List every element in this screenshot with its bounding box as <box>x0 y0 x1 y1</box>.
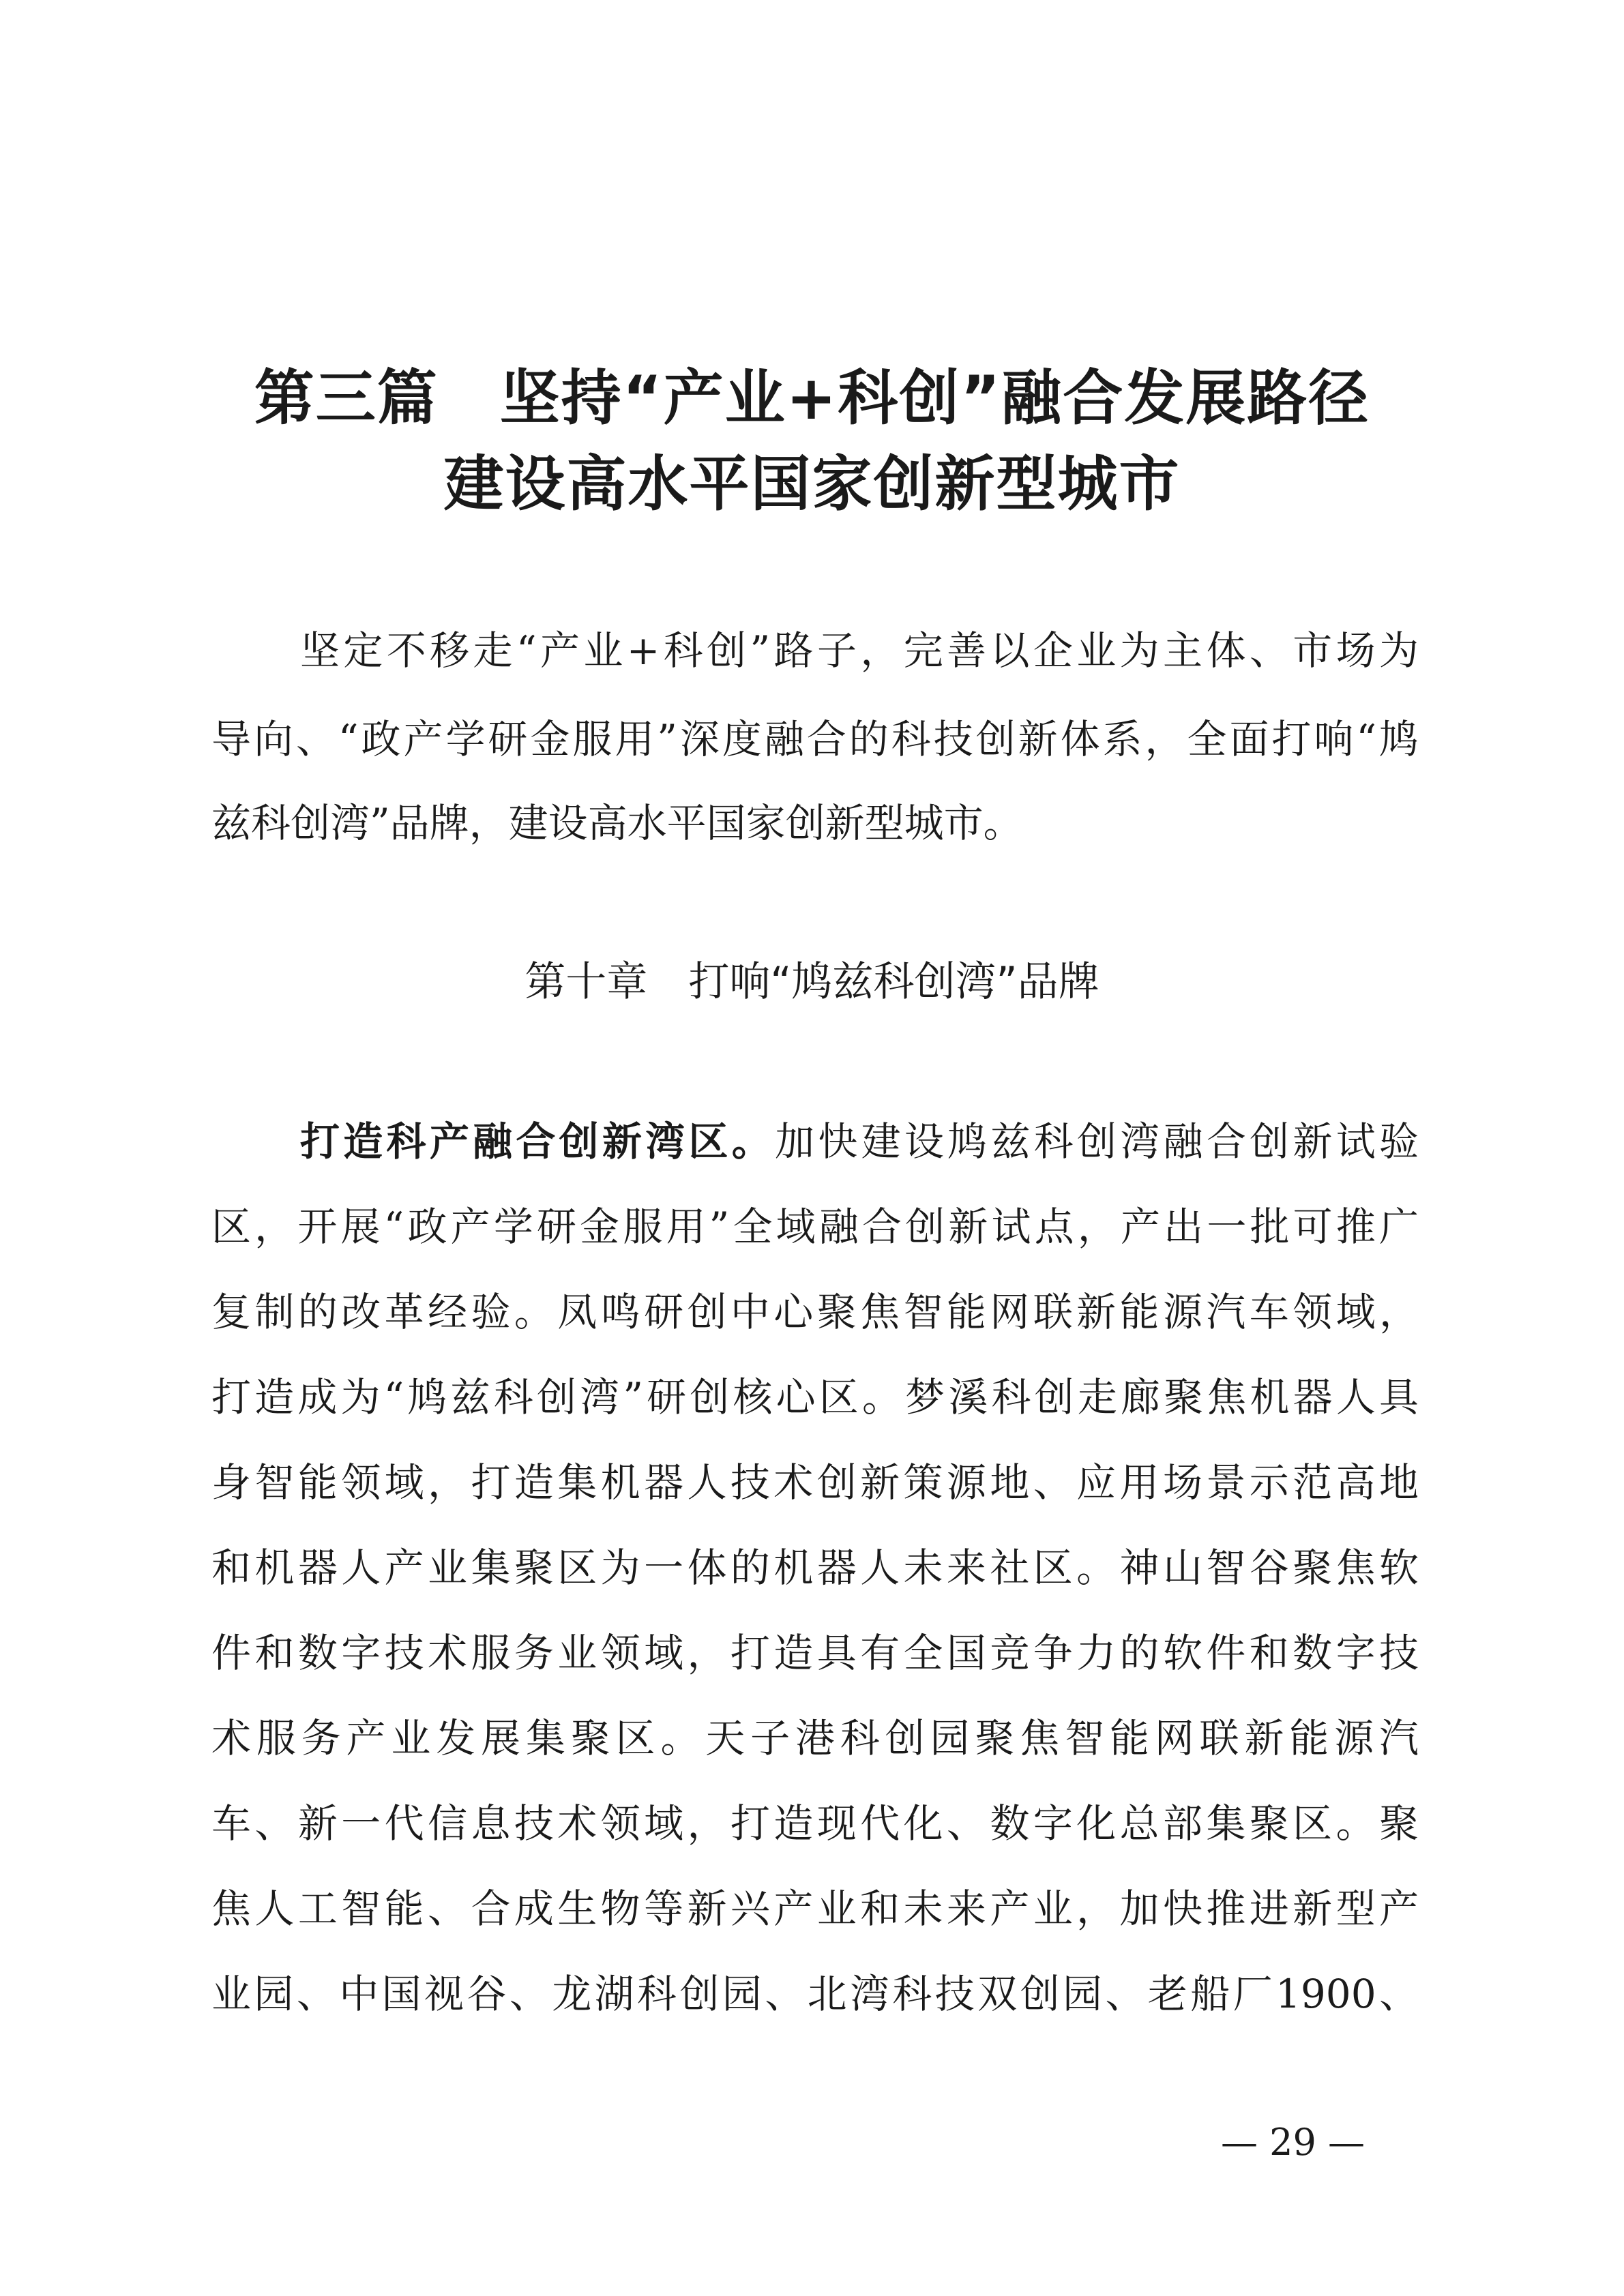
body-line: 打造成为“鸠兹科创湾”研创核心区。梦溪科创走廊聚焦机器人具 <box>211 1374 1419 1420</box>
body-line: 和机器人产业集聚区为一体的机器人未来社区。神山智谷聚焦软 <box>211 1545 1419 1591</box>
body-line: 区，开展“政产学研金服用”全域融合创新试点，产出一批可推广 <box>211 1204 1419 1250</box>
body-line: 焦人工智能、合成生物等新兴产业和未来产业，加快推进新型产 <box>211 1885 1419 1932</box>
body-line: 复制的改革经验。凤鸣研创中心聚焦智能网联新能源汽车领域， <box>211 1289 1419 1335</box>
body-line: 术服务产业发展集聚区。天子港科创园聚焦智能网联新能源汽 <box>211 1715 1419 1761</box>
chapter-title: 第十章 打响“鸠兹科创湾”品牌 <box>525 958 1099 1006</box>
body-line: 身智能领域，打造集机器人技术创新策源地、应用场景示范高地 <box>211 1459 1419 1506</box>
part-title-line-2: 建设高水平国家创新型城市 <box>443 449 1181 519</box>
section-first-line <box>300 1118 1419 1165</box>
part-title-line-1: 第三篇 坚持“产业+科创”融合发展路径 <box>254 363 1370 433</box>
body-line: 件和数字技术服务业领域，打造具有全国竞争力的软件和数字技 <box>211 1630 1419 1676</box>
body-line: 车、新一代信息技术领域，打造现代化、数字化总部集聚区。聚 <box>211 1800 1419 1847</box>
section-first-line-text: 加快建设鸠兹科创湾融合创新试验 <box>775 1118 1419 1165</box>
body-line: 业园、中国视谷、龙湖科创园、北湾科技双创园、老船厂1900、 <box>211 1971 1419 2017</box>
intro-line: 坚定不移走“产业+科创”路子，完善以企业为主体、市场为 <box>300 627 1419 674</box>
intro-line: 导向、“政产学研金服用”深度融合的科技创新体系，全面打响“鸠 <box>211 716 1419 762</box>
section-lead-heading: 打造科产融合创新湾区。 <box>300 1118 776 1165</box>
page-number: — 29 — <box>1220 2121 1365 2164</box>
intro-line: 兹科创湾”品牌，建设高水平国家创新型城市。 <box>211 800 1023 846</box>
